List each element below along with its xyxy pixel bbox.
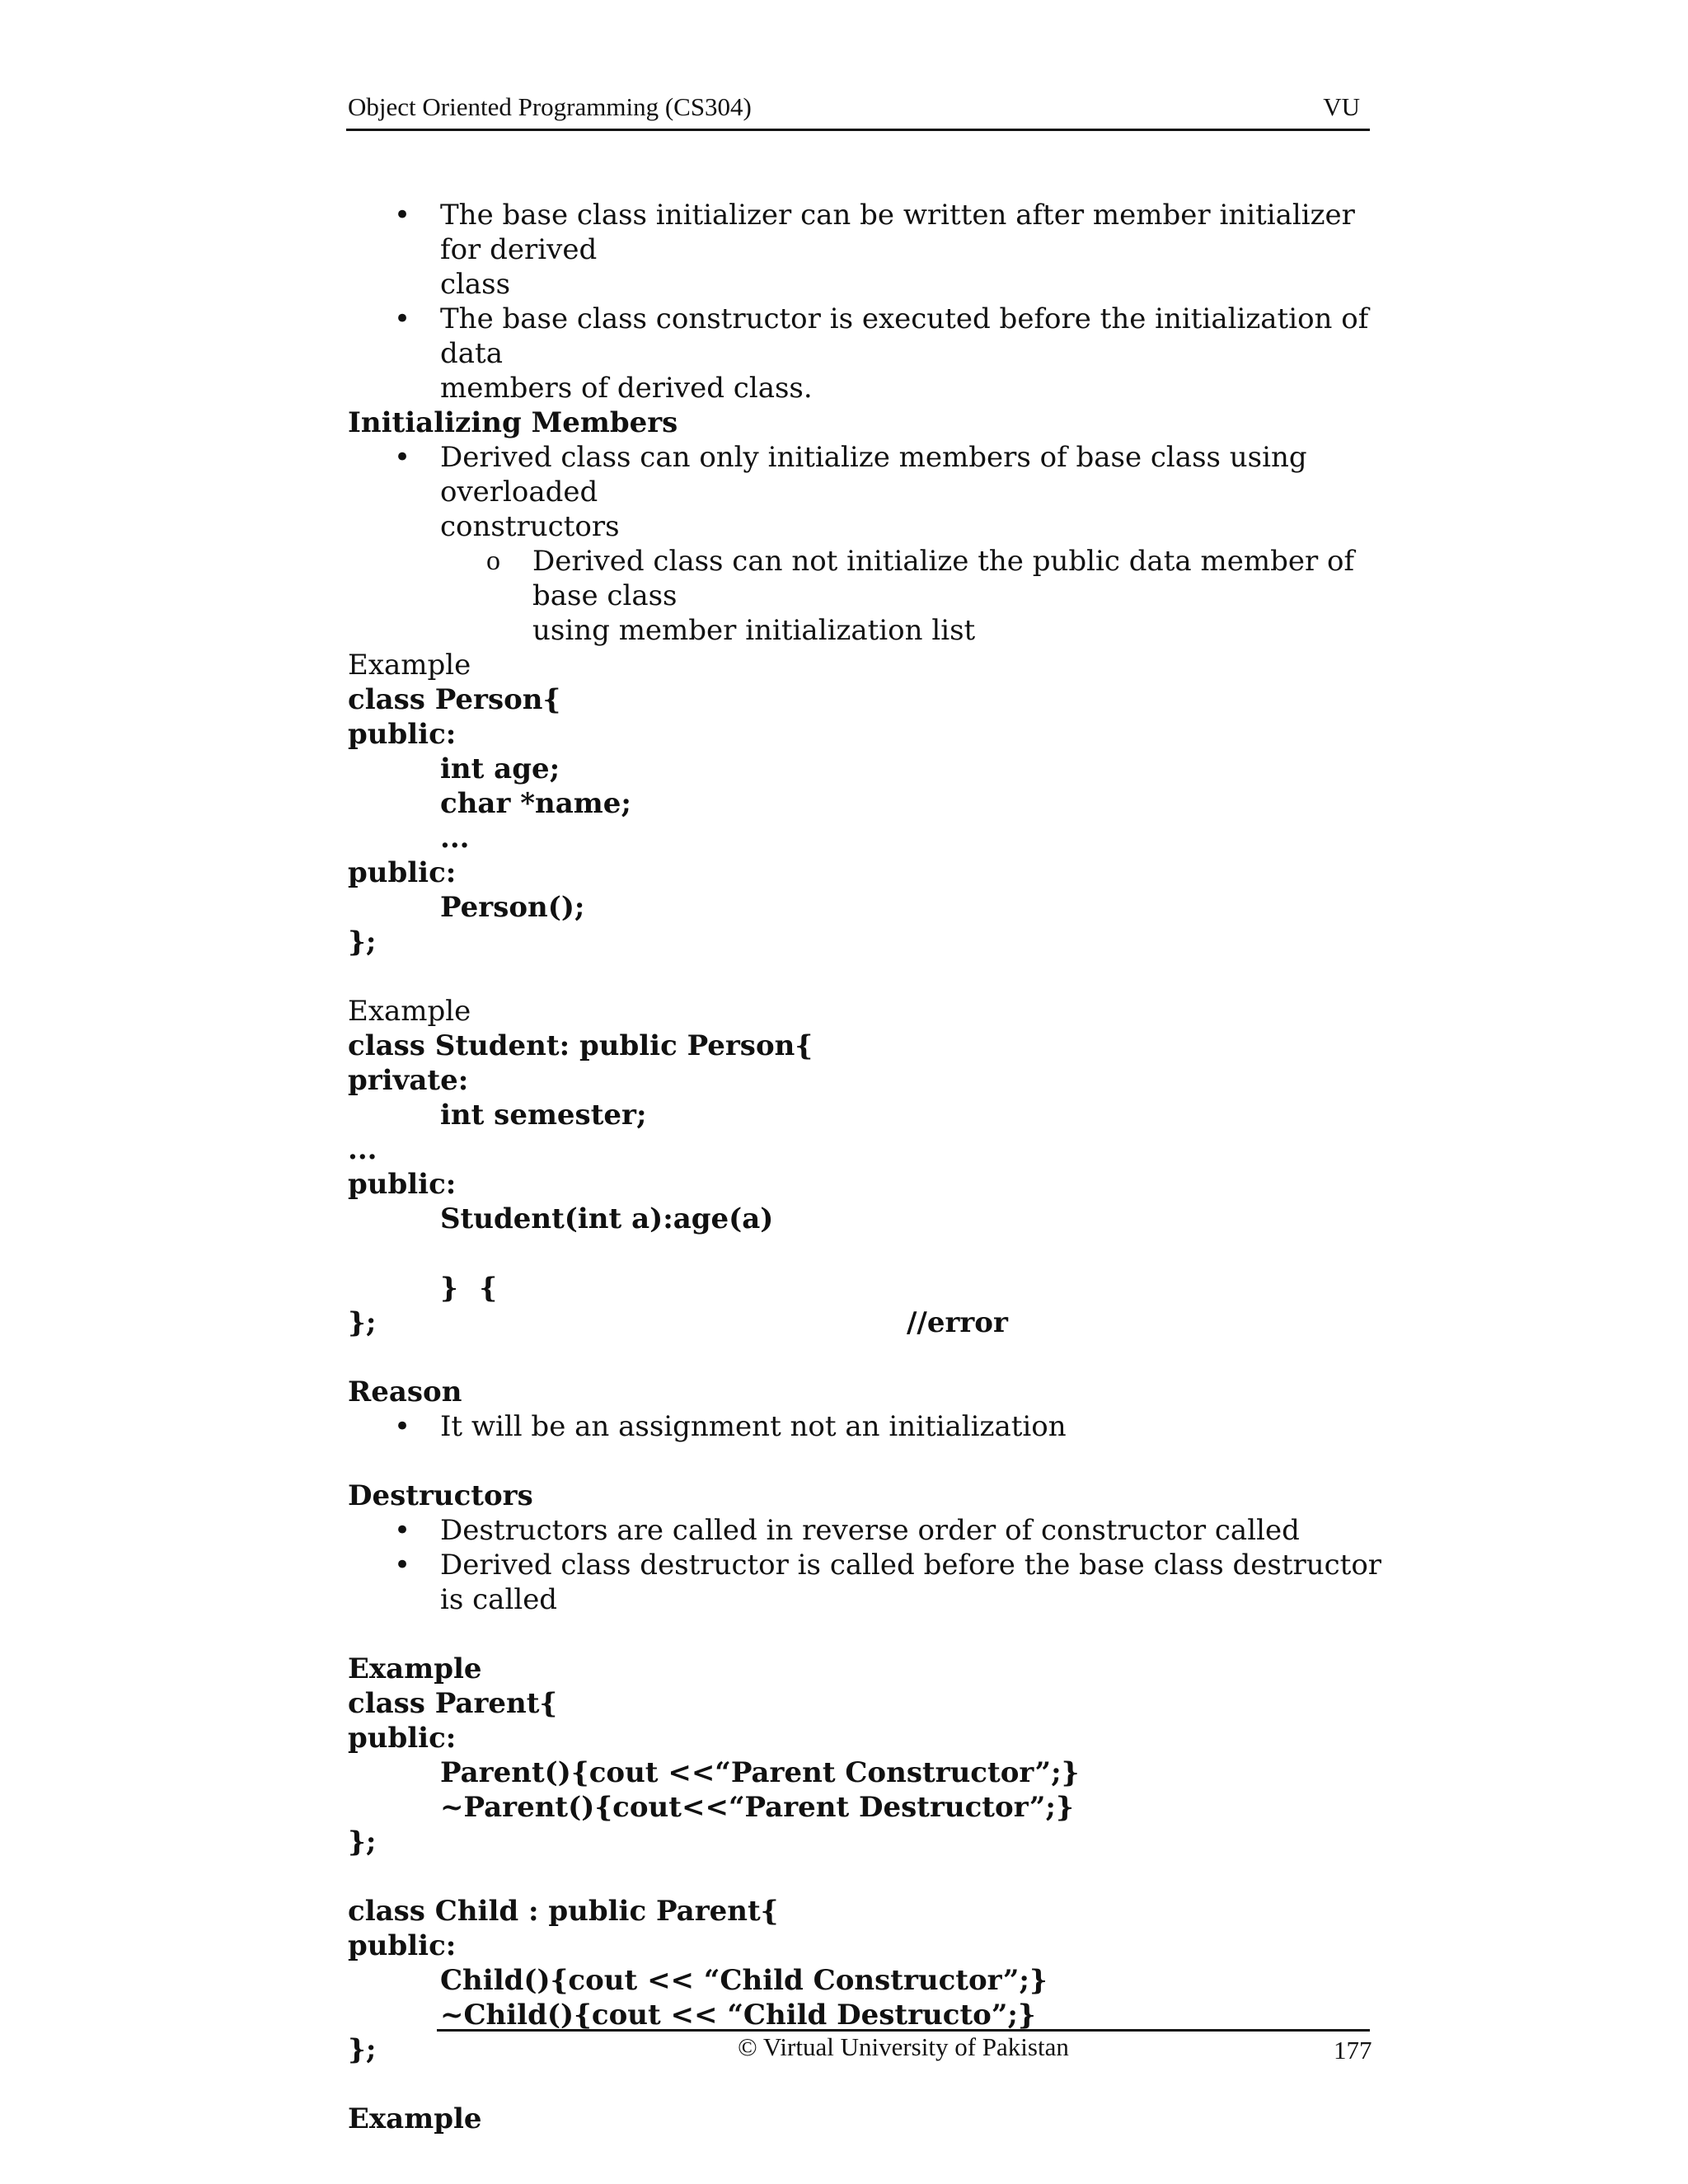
sub-list-item: o Derived class can not initialize the public data member of base class using member initialization list (486, 545, 1355, 647)
code-line-with-comment (348, 1236, 1386, 1339)
code-line: Student(int a):age(a) (440, 1202, 774, 1235)
code-line: public: (348, 1929, 457, 1962)
code-line: class Student: public Person{ (348, 1029, 814, 1062)
section-heading: Initializing Members (348, 406, 678, 439)
code-line: ~Parent(){cout<<“Parent Destructor”;} (440, 1791, 1074, 1824)
code-line: Person(); (440, 891, 585, 924)
bullet-icon: • (394, 1514, 411, 1547)
bullet-icon: • (394, 1549, 411, 1582)
error-comment: //error (907, 1306, 1008, 1339)
example-label: Example (348, 649, 471, 682)
bullet-icon: • (394, 1410, 411, 1443)
code-line: public: (348, 1168, 457, 1201)
university-abbrev: VU (1323, 92, 1360, 121)
code-line: public: (348, 1722, 457, 1755)
bullet-icon: • (394, 302, 411, 335)
example-label: Example (348, 2102, 482, 2135)
code-line: ~Child(){cout << “Child Destructo”;} (440, 1999, 1036, 2032)
bullet-icon: • (394, 441, 411, 474)
footer-copyright: © Virtual University of Pakistan (738, 2032, 1069, 2061)
code-line: public: (348, 856, 457, 889)
list-item: • The base class constructor is executed before the initialization of data members of derived class. (394, 302, 1369, 405)
code-line: { (479, 1272, 498, 1305)
code-line: }; (348, 1825, 377, 1858)
circle-bullet-icon: o (486, 546, 500, 576)
code-line: public: (348, 718, 457, 751)
code-line: int semester; (440, 1099, 647, 1132)
list-item: • Destructors are called in reverse order of constructor called (394, 1514, 1300, 1547)
section-heading: Destructors (348, 1479, 533, 1512)
code-line: int age; (440, 752, 560, 785)
code-line: } (440, 1272, 458, 1305)
code-line: char *name; (440, 787, 631, 820)
code-line: class Child : public Parent{ (348, 1895, 779, 1928)
code-line: class Parent{ (348, 1687, 558, 1720)
course-title: Object Oriented Programming (CS304) (348, 92, 752, 121)
list-item: • The base class initializer can be written after member initializer for derived class (394, 199, 1355, 301)
code-line: ... (440, 822, 470, 855)
footer-divider (437, 2029, 1370, 2032)
list-item: • Derived class destructor is called before the base class destructor is called (394, 1549, 1382, 1616)
code-line: }; (348, 2033, 377, 2066)
code-line: }; (348, 926, 377, 958)
list-item: • It will be an assignment not an initialization (394, 1410, 1067, 1443)
code-line: Child(){cout << “Child Constructor”;} (440, 1964, 1048, 1997)
bullet-icon: • (394, 199, 411, 232)
page-number: 177 (1334, 2036, 1372, 2064)
code-line: private: (348, 1064, 469, 1097)
code-line: }; (348, 1306, 377, 1339)
example-label: Example (348, 995, 471, 1028)
code-line: ... (348, 1133, 377, 1166)
section-heading: Reason (348, 1376, 462, 1408)
list-item: • Derived class can only initialize members of base class using overloaded constructors (394, 441, 1307, 543)
example-label: Example (348, 1652, 482, 1685)
code-line: Parent(){cout <<“Parent Constructor”;} (440, 1756, 1080, 1789)
page-content (348, 198, 1386, 2136)
code-line: class Person{ (348, 683, 561, 716)
page-header (346, 92, 1370, 131)
